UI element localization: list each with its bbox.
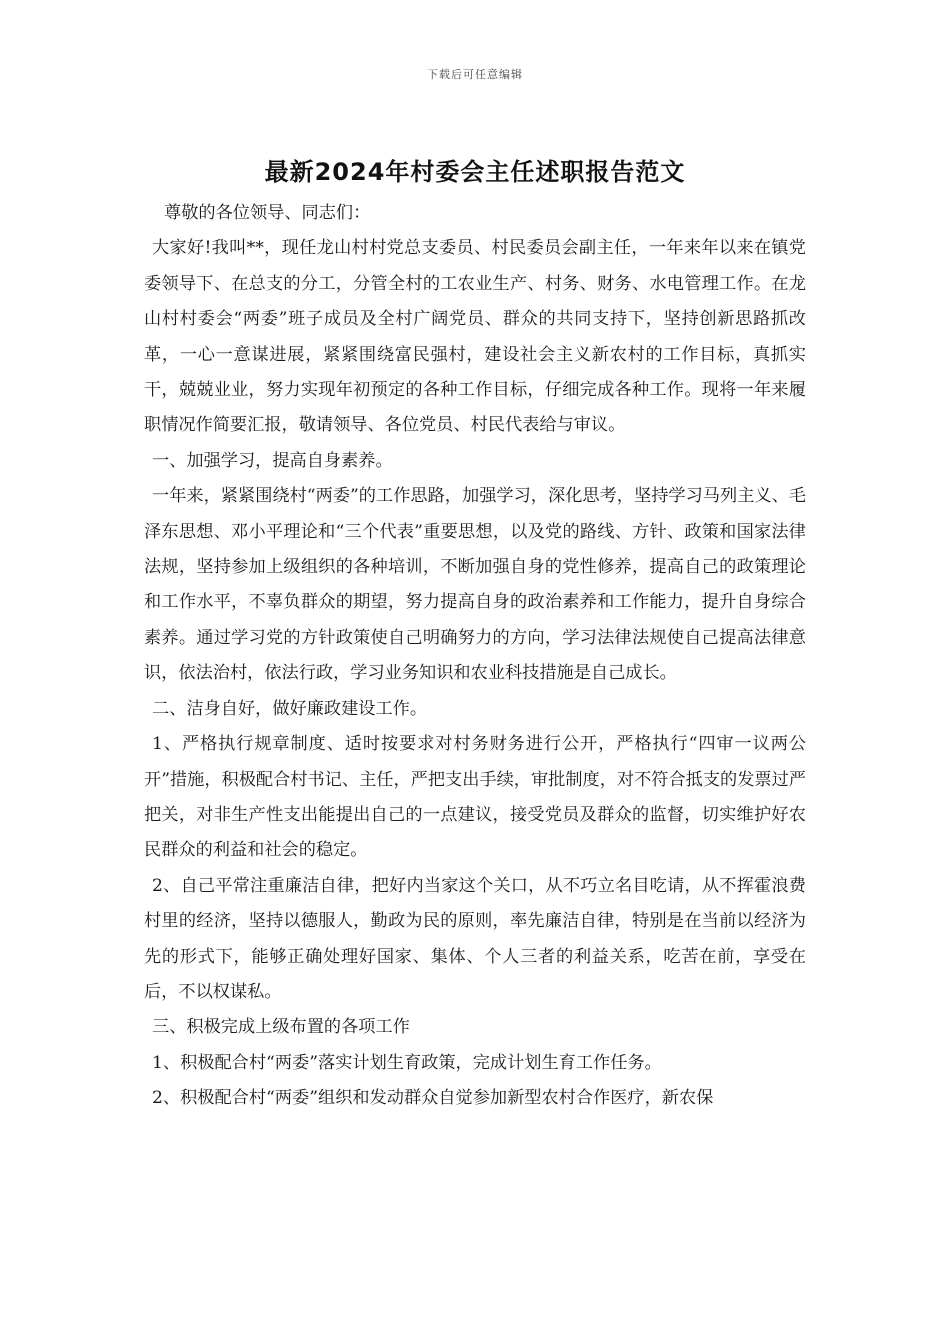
section-2-item-2: 2、自己平常注重廉洁自律，把好内当家这个关口，从不巧立名目吃请，从不挥霍浪费村里的经济，坚持以德服人，勤政为民的原则，率先廉洁自律，特别是在当前以经济为先的形式下，能够正确处理好国家、集体、个人三者的利益关系，吃苦在前，享受在后，不以权谋私。	[144, 875, 806, 1002]
document-body	[144, 196, 806, 1117]
section-3-item-1: 1、积极配合村“两委”落实计划生育政策，完成计划生育工作任务。	[152, 1052, 662, 1073]
section-heading-2: 二、洁身自好，做好廉政建设工作。	[152, 698, 428, 719]
section-1-paragraph: 一年来，紧紧围绕村“两委”的工作思路，加强学习，深化思考，坚持学习马列主义、毛泽东思想、邓小平理论和“三个代表”重要思想，以及党的路线、方针、政策和国家法律法规，坚持参加上级组织的各种培训，不断加强自身的党性修养，提高自己的政策理论和工作水平，不辜负群众的期望，努力提高自身的政治素养和工作能力，提升自身综合素养。通过学习党的方针政策使自己明确努力的方向，学习法律法规使自己提高法律意识，依法治村，依法行政，学习业务知识和农业科技措施是自己成长。	[144, 486, 806, 684]
document-title: 最新2024年村委会主任述职报告范文	[264, 158, 686, 186]
greeting-paragraph: 尊敬的各位领导、同志们：	[164, 203, 371, 223]
intro-paragraph: 大家好!我叫**，现任龙山村村党总支委员、村民委员会副主任，一年来年以来在镇党委领导下、在总支的分工，分管全村的工农业生产、村务、财务、水电管理工作。在龙山村村委会“两委”班子成员及全村广阔党员、群众的共同支持下，坚持创新思路抓改革，一心一意谋进展，紧紧围绕富民强村，建设社会主义新农村的工作目标，真抓实干，兢兢业业，努力实现年初预定的各种工作目标，仔细完成各种工作。现将一年来履职情况作简要汇报，敬请领导、各位党员、村民代表给与审议。	[144, 238, 806, 436]
section-heading-3: 三、积极完成上级布置的各项工作	[152, 1017, 410, 1038]
header-note: 下载后可任意编辑	[427, 68, 523, 81]
section-3-item-2: 2、积极配合村“两委”组织和发动群众自觉参加新型农村合作医疗，新农保	[152, 1088, 714, 1109]
section-2-item-1: 1、严格执行规章制度、适时按要求对村务财务进行公开，严格执行“四审一议两公开”措施，积极配合村书记、主任，严把支出手续，审批制度，对不符合抵支的发票过严把关，对非生产性支出能提出自己的一点建议，接受党员及群众的监督，切实维护好农民群众的利益和社会的稳定。	[144, 734, 806, 861]
section-heading-1: 一、加强学习，提高自身素养。	[152, 450, 393, 471]
